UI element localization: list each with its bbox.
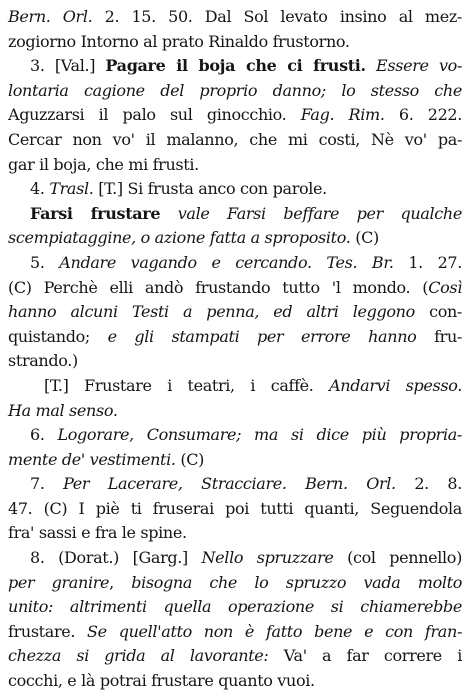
text-line (8, 226, 462, 251)
italic-text: Per Lacerare, Stracciare. (63, 474, 287, 494)
italic-text: scempiataggine, o azione fatta a sproposito. (8, 228, 351, 248)
text-run: strando.) (8, 351, 78, 371)
bold-term: Pagare il boja che ci frusti. (105, 56, 366, 76)
text-line (8, 497, 462, 522)
bold-term: Farsi frustare (30, 203, 161, 223)
text-line (8, 177, 462, 202)
text-line (8, 128, 462, 153)
text-line (8, 669, 462, 694)
text-line (8, 423, 462, 448)
text-run: , (109, 572, 132, 592)
italic-text: Se quell'atto non è fatto bene e con fran- (87, 621, 462, 641)
italic-text: Così (428, 277, 462, 297)
text-line (8, 521, 462, 546)
text-run: [T.] Frustare i teatri, i caffè. (44, 375, 330, 395)
text-line (8, 349, 462, 374)
text-line (8, 399, 462, 424)
text-run: 3. [Val.] (30, 56, 106, 76)
text-run: 6. 222. (384, 105, 462, 125)
italic-text: Bern. Orl. (8, 7, 93, 26)
text-run: fru- (416, 326, 462, 346)
italic-text: Nello spruzzare (201, 548, 334, 568)
italic-text: Logorare, Consumare; ma si dice più propria- (57, 425, 462, 445)
text-run: cocchi, e là potrai frustare quanto vuoi. (8, 671, 315, 691)
text-line (8, 5, 462, 30)
italic-text: Fag. Rim. (300, 105, 385, 125)
text-line (8, 374, 462, 399)
italic-text: Andarvi spesso. (329, 375, 462, 395)
text-line (8, 571, 462, 596)
text-line (8, 620, 462, 645)
text-run: (C) (350, 228, 379, 248)
text-run: 2. 15. 50. Dal Sol levato insino al mez- (92, 7, 462, 26)
text-run: (col pennello) (333, 548, 462, 568)
italic-text: Ha mal senso. (8, 400, 118, 420)
text-run: 8. (Dorat.) [Garg.] (30, 548, 202, 568)
text-run: [T.] Si frusta anco con parole. (93, 179, 327, 199)
text-line (8, 644, 462, 669)
text-line (8, 325, 462, 350)
italic-text: per granire (8, 572, 110, 592)
italic-text: mente de' vestimenti. (8, 449, 176, 469)
text-line (8, 79, 462, 104)
text-run: Va' a far correre i (268, 646, 462, 666)
text-run: frustare. (8, 621, 88, 641)
text-line (8, 202, 462, 227)
italic-text: Essere vo- (365, 56, 462, 76)
text-run: Aguzzarsi il palo sul ginocchio. (8, 105, 301, 125)
italic-text: Trasl. (49, 179, 94, 199)
text-run: 6. (30, 425, 58, 445)
italic-text: unito: altrimenti quella operazione si chiamerebbe (8, 597, 462, 617)
italic-text: hanno alcuni Testi a penna, ed altri leggono (8, 302, 415, 322)
text-line (8, 251, 462, 276)
text-run: 47. (C) I piè ti fruserai poi tutti quanti, Seguendola (8, 498, 462, 518)
text-run: 5. (30, 252, 60, 272)
text-line (8, 153, 462, 178)
italic-text: Bern. Orl. (286, 474, 396, 494)
italic-text: vale Farsi beffare per qualche (160, 203, 462, 223)
text-line (8, 30, 462, 55)
text-run: fra' sassi e fra le spine. (8, 523, 187, 543)
text-line (8, 300, 462, 325)
italic-text: chezza si grida al lavorante: (8, 646, 269, 666)
text-run: 4. (30, 179, 50, 199)
italic-text: Tes. Br. (311, 252, 394, 272)
text-run: 2. 8. (395, 474, 462, 494)
text-run: con- (414, 302, 462, 322)
italic-text: bisogna che lo spruzzo vada molto (131, 572, 462, 592)
text-line (8, 54, 462, 79)
text-line (8, 276, 462, 301)
text-run: (C) (175, 449, 205, 469)
italic-text: Andare vagando e cercando. (59, 252, 312, 272)
italic-text: e gli stampati per errore hanno (107, 326, 417, 346)
italic-text: lontaria cagione del proprio danno; lo stesso che (8, 80, 462, 100)
text-run: 7. (30, 474, 64, 494)
text-line (8, 472, 462, 497)
text-line (8, 595, 462, 620)
text-run: gar il boja, che mi frusti. (8, 154, 199, 174)
text-line (8, 448, 462, 473)
text-run: Cercar non vo' il malanno, che mi costi, Nè vo' pa- (8, 129, 462, 149)
text-run: zogiorno Intorno al prato Rinaldo frustorno. (8, 31, 350, 51)
text-line (8, 546, 462, 571)
text-run: (C) Perchè elli andò frustando tutto 'l mondo. ( (8, 277, 429, 297)
text-line (8, 103, 462, 128)
text-run: 1. 27. (393, 252, 462, 272)
text-run: quistando; (8, 326, 108, 346)
